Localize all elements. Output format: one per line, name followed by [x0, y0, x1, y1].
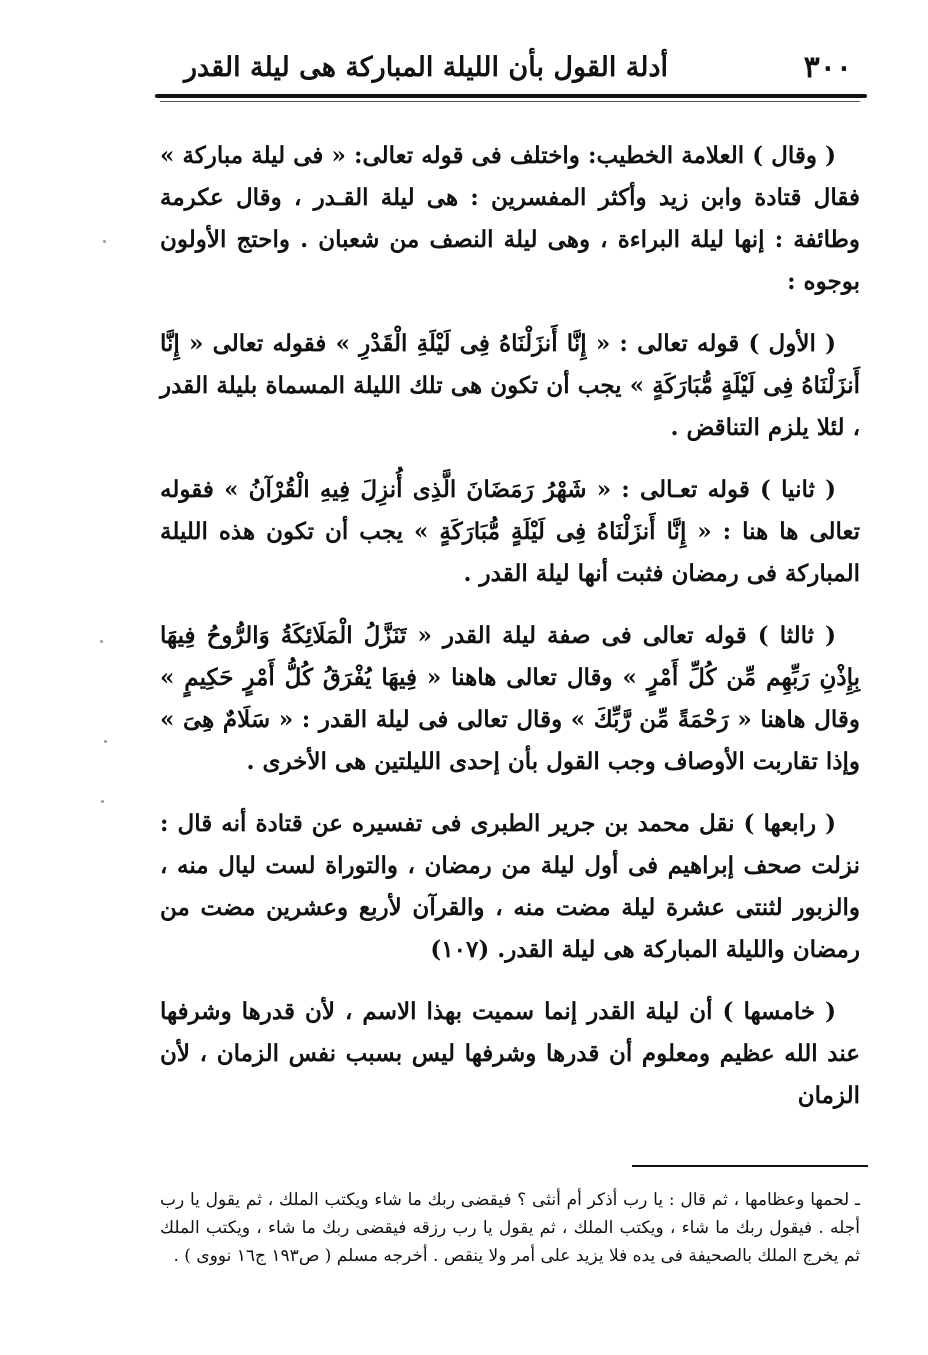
main-text: [160, 135, 860, 1117]
scan-speck: [104, 740, 107, 743]
paragraph-second-proof: ( ثانيا ) قوله تعـالى : « شَهْرُ رَمَضَانَ الَّذِى أُنزِلَ فِيهِ الْقُرْآنُ » فقوله تعالى ها هنا : « إِنَّا أَنزَلْنَاهُ فِى لَيْلَةٍ مُّبَارَكَةٍ » يجب أن تكون هذه الليلة المباركة فى رمضان فثبت أنها ليلة القدر .: [160, 476, 860, 587]
footnote-rule: [632, 1165, 868, 1167]
footnote: ـ لحمها وعظامها ، ثم قال : يا رب أذكر أم أنثى ؟ فيقضى ربك ما شاء ويكتب الملك ، ثم يقول يا رب أجله . فيقول ربك ما شاء ، ويكتب الملك ، ثم يقول يا رب رزقه فيقضى ربك ما شاء ، ويكتب الملك ثم يخرج الملك بالصحيفة فى يده فلا يزيد على أمر ولا ينقص . أخرجه مسلم ( ص١٩٣ ج١٦ نووى ) .: [160, 1190, 860, 1266]
paragraph-fourth-proof: ( رابعها ) نقل محمد بن جرير الطبرى فى تفسيره عن قتادة أنه قال : نزلت صحف إبراهيم فى أول ليلة من رمضان ، والتوراة لست ليال منه ، والزبور لثنتى عشرة ليلة مضت منه ، والقرآن لأربع وعشرين مضت من رمضان والليلة المباركة هى ليلة القدر. (١٠٧): [160, 810, 860, 963]
scan-speck: [103, 240, 106, 243]
paragraph-third-proof: ( ثالثا ) قوله تعالى فى صفة ليلة القدر « تَنَزَّلُ الْمَلَائِكَةُ وَالرُّوحُ فِيهَا بِإِذْنِ رَبِّهِم مِّن كُلِّ أَمْرٍ » وقال تعالى هاهنا « فِيهَا يُفْرَقُ كُلُّ أَمْرٍ حَكِيمٍ » وقال هاهنا « رَحْمَةً مِّن رَّبِّكَ » وقال تعالى فى ليلة القدر : « سَلَامٌ هِىَ » وإذا تقاربت الأوصاف وجب القول بأن إحدى الليلتين هى الأخرى .: [160, 622, 860, 775]
paragraph-intro: ( وقال ) العلامة الخطيب: واختلف فى قوله تعالى: « فى ليلة مباركة » فقال قتادة وابن زيد وأكثر المفسرين : هى ليلة القـدر ، وقال عكرمة وطائفة : إنها ليلة البراءة ، وهى ليلة النصف من شعبان . واحتج الأولون بوجوه :: [160, 142, 860, 295]
paragraph-first-proof: ( الأول ) قوله تعالى : « إِنَّا أَنزَلْنَاهُ فِى لَيْلَةِ الْقَدْرِ » فقوله تعالى « إِنَّا أَنزَلْنَاهُ فِى لَيْلَةٍ مُّبَارَكَةٍ » يجب أن تكون هى تلك الليلة المسماة بليلة القدر ، لئلا يلزم التناقض .: [160, 330, 860, 441]
scan-speck: [100, 640, 103, 643]
scan-speck: [101, 800, 104, 803]
running-title: أدلة القول بأن الليلة المباركة هى ليلة القدر: [184, 52, 668, 83]
header-rule-thin: [160, 101, 860, 102]
header-rule: [155, 94, 867, 98]
page-number: ٣٠٠: [803, 50, 852, 85]
page-header: [160, 46, 860, 90]
paragraph-fifth-proof: ( خامسها ) أن ليلة القدر إنما سميت بهذا الاسم ، لأن قدرها وشرفها عند الله عظيم ومعلوم أن قدرها وشرفها ليس بسبب نفس الزمان ، لأن الزمان: [160, 998, 860, 1109]
